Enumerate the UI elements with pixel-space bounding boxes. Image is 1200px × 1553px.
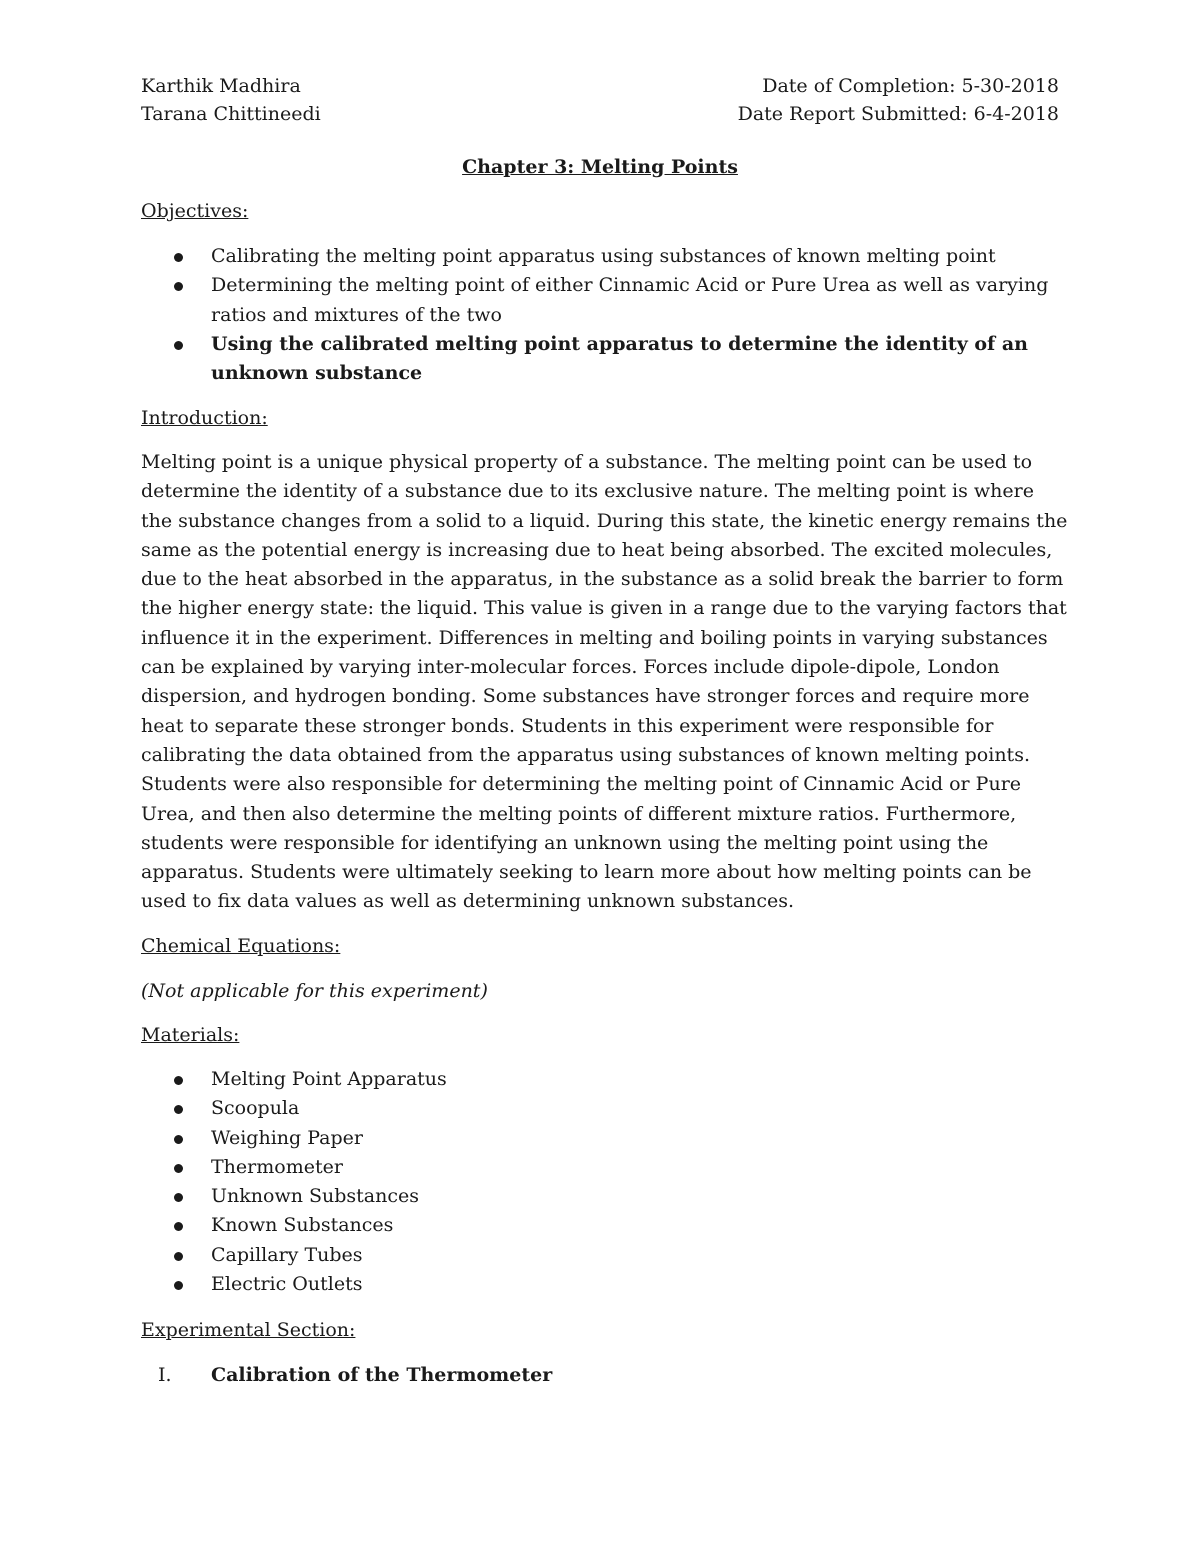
material-text: Melting Point Apparatus bbox=[211, 1068, 447, 1090]
bullet-icon bbox=[174, 1252, 183, 1261]
objective-text: Calibrating the melting point apparatus using substances of known melting point bbox=[211, 245, 996, 267]
bullet-icon bbox=[174, 1193, 183, 1202]
experimental-section-heading: Experimental Section: bbox=[141, 1319, 356, 1341]
bullet-icon bbox=[174, 1135, 183, 1144]
chemical-equations-note: (Not applicable for this experiment) bbox=[141, 980, 488, 1002]
bullet-icon bbox=[174, 253, 183, 262]
objectives-list bbox=[141, 242, 1071, 388]
material-text: Unknown Substances bbox=[211, 1185, 419, 1208]
introduction-heading: Introduction: bbox=[141, 407, 268, 429]
materials-heading: Materials: bbox=[141, 1024, 240, 1046]
objective-item bbox=[141, 271, 1071, 330]
bullet-icon bbox=[174, 341, 183, 350]
bullet-icon bbox=[174, 1105, 183, 1114]
author-name-1: Karthik Madhira bbox=[141, 75, 301, 97]
material-item bbox=[141, 1153, 1071, 1182]
bullet-icon bbox=[174, 1076, 183, 1085]
material-text: Weighing Paper bbox=[211, 1126, 363, 1149]
date-of-completion: Date of Completion: 5-30-2018 bbox=[762, 75, 1059, 97]
bullet-icon bbox=[174, 1164, 183, 1173]
introduction-paragraph: Melting point is a unique physical property of a substance. The melting point can be used to determine the identity of a substance due to its exclusive nature. The melting point is where the substance changes from a solid to a liquid. During this state, the kinetic energy remains the same as the potential energy is increasing due to heat being absorbed. The excited molecules, due to the heat absorbed in the apparatus, in the substance as a solid break the barrier to form the higher energy state: the liquid. This value is given in a range due to the varying factors that influence it in the experiment. Differences in melting and boiling points in varying substances can be explained by varying inter-molecular forces. Forces include dipole-dipole, London dispersion, and hydrogen bonding. Some substances have stronger forces and require more heat to separate these stronger bonds. Students in this experiment were responsible for calibrating the data obtained from the apparatus using substances of known melting points. Students were also responsible for determining the melting point of Cinnamic Acid or Pure Urea, and then also determine the melting points of different mixture ratios. Furthermore, students were responsible for identifying an unknown using the melting point using the apparatus. Students were ultimately seeking to learn more about how melting points can be used to fix data values as well as determining unknown substances. bbox=[141, 451, 1068, 913]
material-item bbox=[141, 1211, 1071, 1240]
material-item bbox=[141, 1270, 1071, 1299]
material-item bbox=[141, 1094, 1071, 1123]
author-name-2: Tarana Chittineedi bbox=[141, 103, 321, 125]
material-item bbox=[141, 1065, 1071, 1094]
section-numeral: I. bbox=[158, 1364, 172, 1386]
bullet-icon bbox=[174, 1222, 183, 1231]
materials-list bbox=[141, 1065, 1071, 1299]
bullet-icon bbox=[174, 1281, 183, 1290]
material-item bbox=[141, 1182, 1071, 1211]
material-text: Known Substances bbox=[211, 1214, 394, 1237]
objective-text: Using the calibrated melting point apparatus to determine the identity of an unknown substance bbox=[211, 332, 1028, 385]
material-item bbox=[141, 1241, 1071, 1270]
material-text: Capillary Tubes bbox=[211, 1243, 363, 1266]
date-report-submitted: Date Report Submitted: 6-4-2018 bbox=[737, 103, 1059, 125]
section-title: Calibration of the Thermometer bbox=[211, 1364, 553, 1386]
material-item bbox=[141, 1124, 1071, 1153]
document-title: Chapter 3: Melting Points bbox=[462, 156, 738, 178]
objective-item bbox=[141, 330, 1071, 389]
objectives-heading: Objectives: bbox=[141, 200, 249, 222]
material-text: Thermometer bbox=[211, 1155, 343, 1178]
material-text: Scoopula bbox=[211, 1097, 300, 1120]
objective-item bbox=[141, 242, 1071, 271]
material-text: Electric Outlets bbox=[211, 1273, 363, 1296]
chemical-equations-heading: Chemical Equations: bbox=[141, 935, 341, 957]
bullet-icon bbox=[174, 282, 183, 291]
objective-text: Determining the melting point of either Cinnamic Acid or Pure Urea as well as varying ratios and mixtures of the two bbox=[211, 274, 1049, 326]
